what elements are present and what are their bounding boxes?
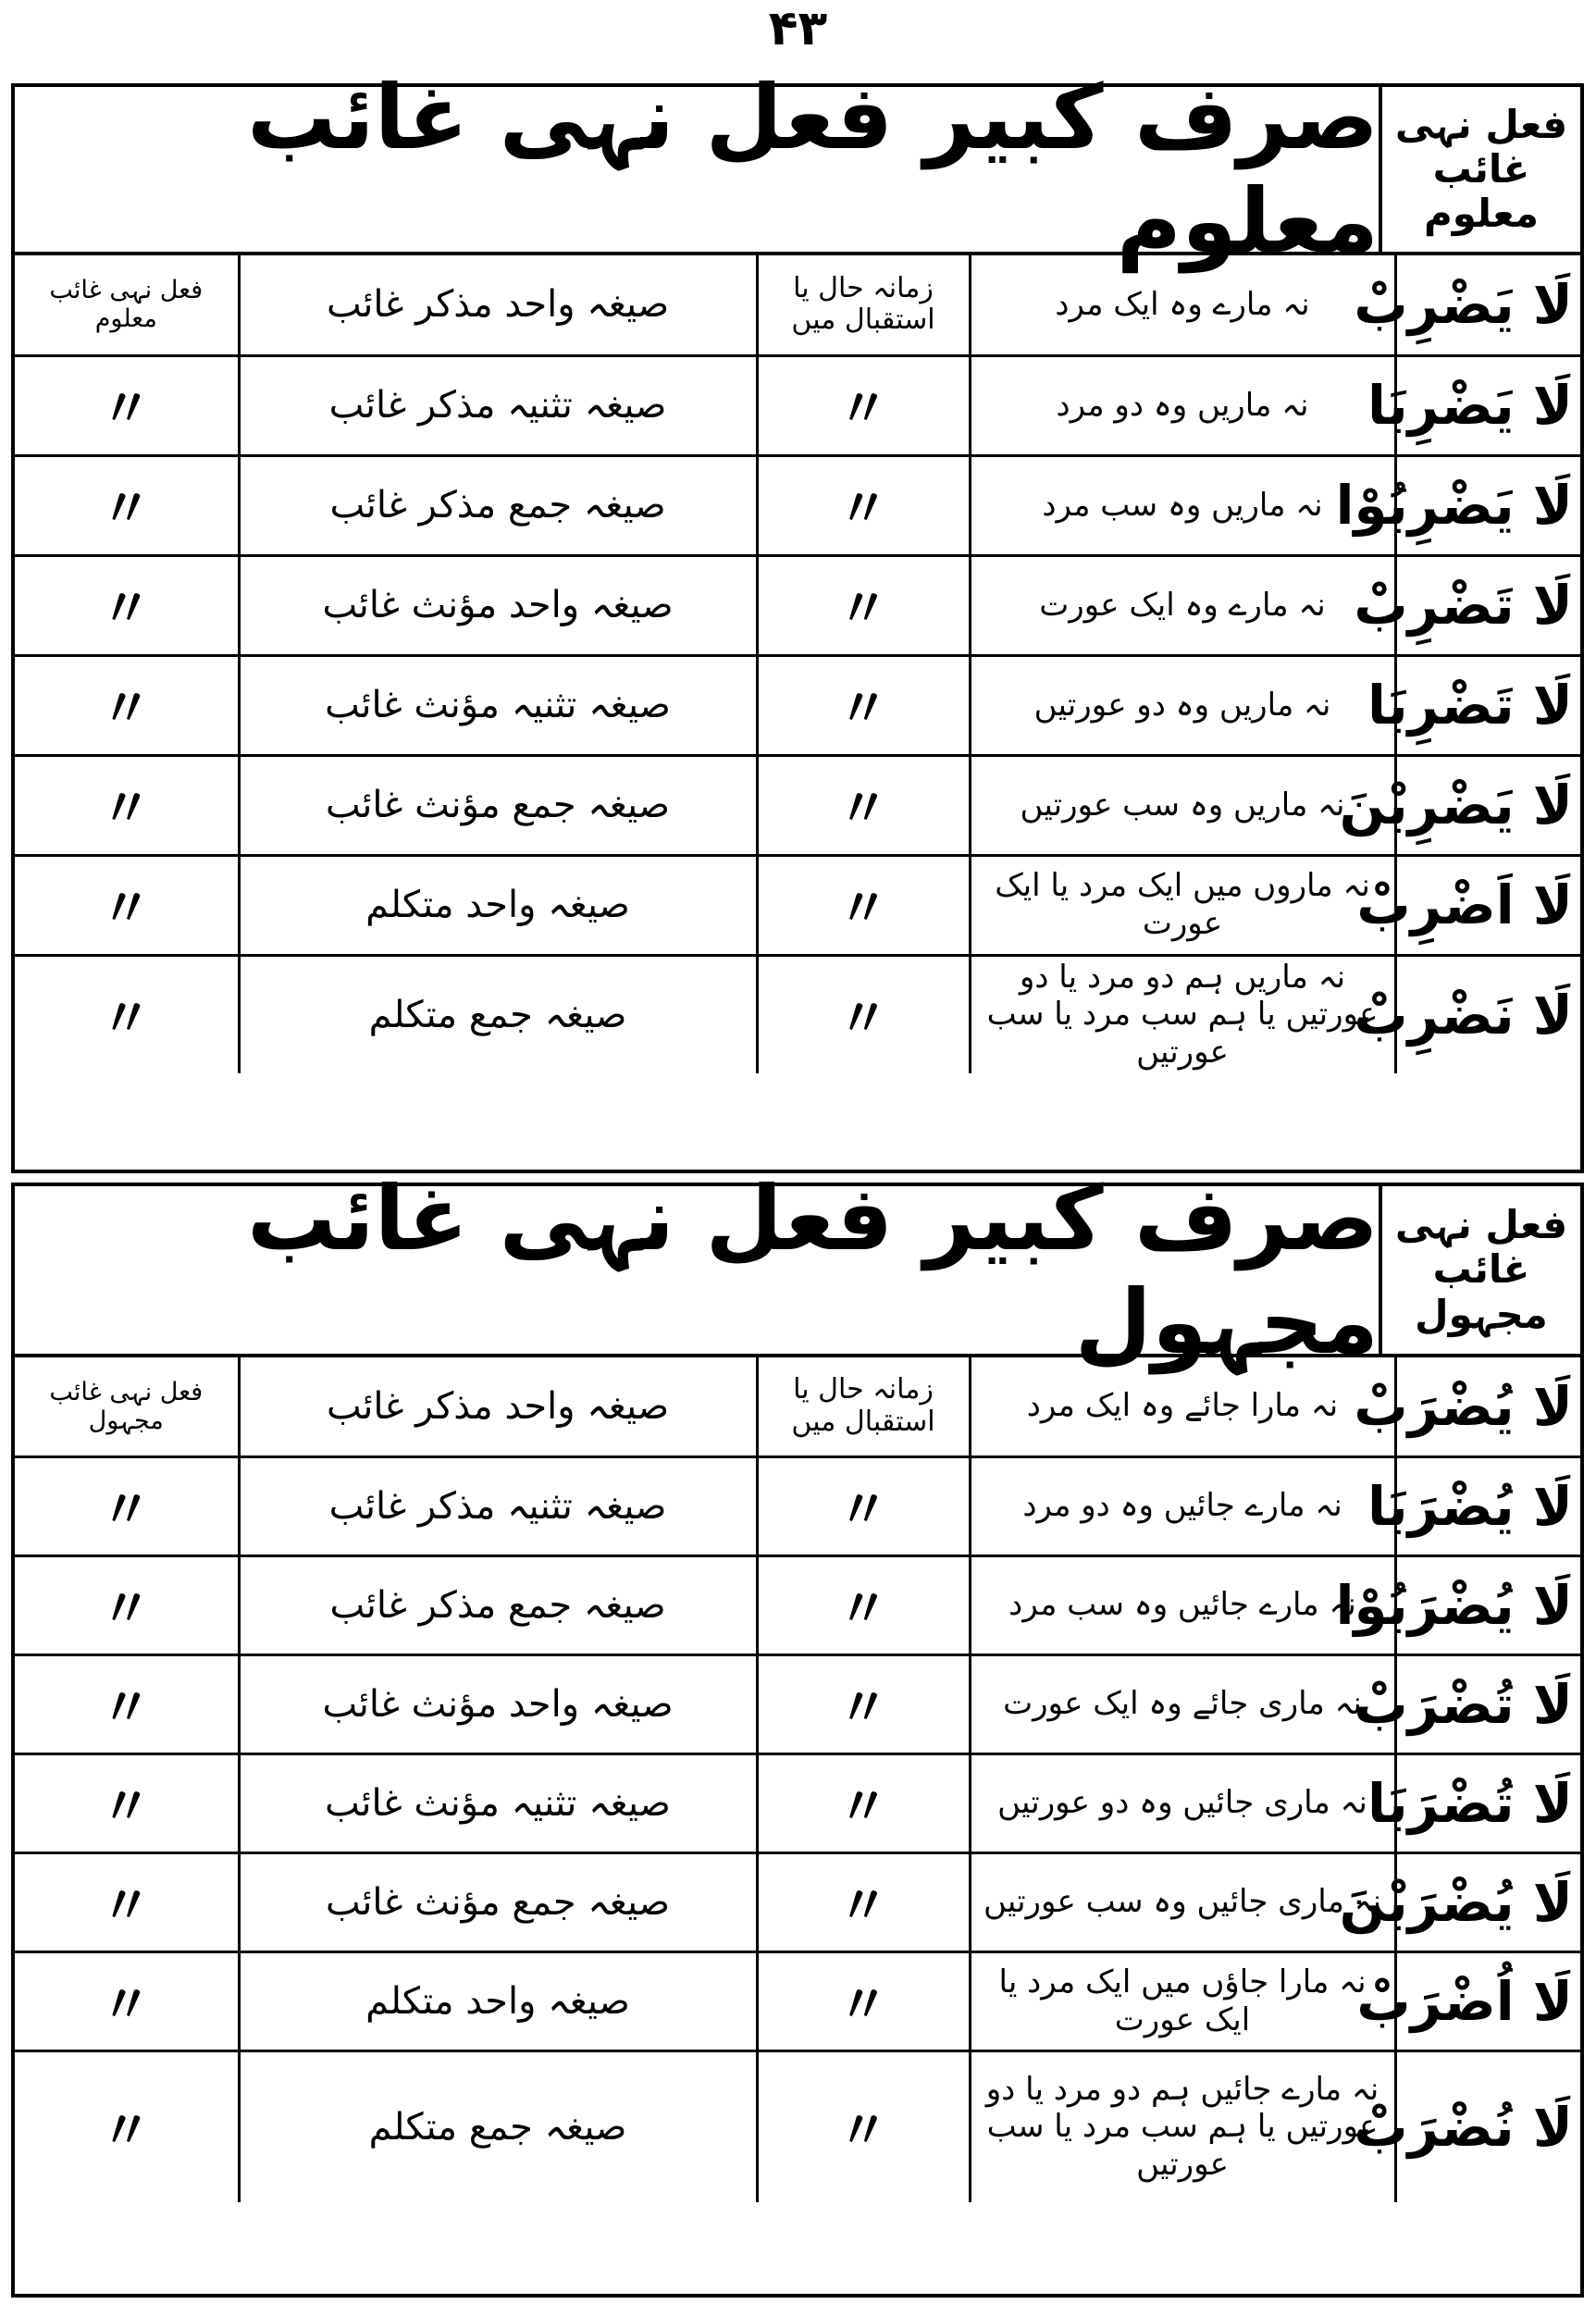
ditto-mark: 〃	[15, 355, 239, 455]
verb-cell: لَا نُضْرَبْ	[1395, 2050, 1580, 2202]
banner-label: فعل نہی غائب معلوم	[1379, 87, 1580, 252]
table-row	[15, 755, 1580, 855]
meaning-cell: نہ مارا جائے وہ ایک مرد	[970, 1357, 1395, 1456]
sigha-cell: صیغہ تثنیہ مؤنث غائب	[239, 655, 757, 755]
ditto-mark: 〃	[15, 555, 239, 655]
verb-cell: لَا یَضْرِبْنَ	[1395, 755, 1580, 855]
meaning-cell: نہ ماریں وہ سب مرد	[970, 455, 1395, 555]
verb-cell: لَا یُضْرَبْ	[1395, 1357, 1580, 1456]
meaning-cell: نہ مارے جائیں وہ دو مرد	[970, 1456, 1395, 1555]
sigha-cell: صیغہ واحد مذکر غائب	[239, 1357, 757, 1456]
type-header-cell: فعل نہی غائب معلوم	[15, 255, 239, 355]
verb-cell: لَا اُضْرَبْ	[1395, 1951, 1580, 2050]
ditto-mark: 〃	[757, 1654, 970, 1753]
tense-header-cell: زمانہ حال یا استقبال میں	[757, 1357, 970, 1456]
table-row	[15, 955, 1580, 1073]
ditto-mark: 〃	[15, 1951, 239, 2050]
table-row	[15, 1357, 1580, 1456]
table-row	[15, 1753, 1580, 1852]
ditto-mark: 〃	[757, 1951, 970, 2050]
meaning-cell: نہ ماری جائیں وہ دو عورتیں	[970, 1753, 1395, 1852]
meaning-cell: نہ ماریں وہ دو مرد	[970, 355, 1395, 455]
ditto-mark: 〃	[15, 855, 239, 955]
ditto-mark: 〃	[757, 355, 970, 455]
sigha-cell: صیغہ جمع متکلم	[239, 955, 757, 1073]
table-row	[15, 1951, 1580, 2050]
table-row	[15, 1555, 1580, 1654]
ditto-mark: 〃	[757, 1555, 970, 1654]
sigha-cell: صیغہ واحد مؤنث غائب	[239, 1654, 757, 1753]
ditto-mark: 〃	[757, 2050, 970, 2202]
meaning-cell: نہ ماریں وہ سب عورتیں	[970, 755, 1395, 855]
meaning-cell: نہ مارے جائیں ہم دو مرد یا دو عورتیں یا ہم سب مرد یا سب عورتیں	[970, 2050, 1395, 2202]
meaning-cell: نہ ماری جائے وہ ایک عورت	[970, 1654, 1395, 1753]
ditto-mark: 〃	[15, 1555, 239, 1654]
meaning-cell: نہ مارے جائیں وہ سب مرد	[970, 1555, 1395, 1654]
conjugation-grid	[15, 255, 1580, 1073]
page-number: ۴۳	[768, 1, 828, 56]
ditto-mark: 〃	[15, 1753, 239, 1852]
sigha-cell: صیغہ تثنیہ مذکر غائب	[239, 1456, 757, 1555]
ditto-mark: 〃	[757, 555, 970, 655]
ditto-mark: 〃	[15, 955, 239, 1073]
ditto-mark: 〃	[757, 1852, 970, 1951]
sigha-cell: صیغہ جمع مؤنث غائب	[239, 1852, 757, 1951]
table-row	[15, 555, 1580, 655]
ditto-mark: 〃	[15, 1654, 239, 1753]
verb-cell: لَا تُضْرَبْ	[1395, 1654, 1580, 1753]
verb-cell: لَا اَضْرِبْ	[1395, 855, 1580, 955]
tense-header-cell: زمانہ حال یا استقبال میں	[757, 255, 970, 355]
meaning-cell: نہ مارے وہ ایک مرد	[970, 255, 1395, 355]
ditto-mark: 〃	[15, 755, 239, 855]
conjugation-grid	[15, 1357, 1580, 2202]
table-nahi-maloom	[11, 66, 1584, 1173]
ditto-mark: 〃	[757, 855, 970, 955]
banner	[15, 1166, 1580, 1374]
banner-title: صرف کبیر فعل نہی غائب معلوم	[246, 66, 1379, 273]
sigha-cell: صیغہ جمع مؤنث غائب	[239, 755, 757, 855]
table-row	[15, 1456, 1580, 1555]
ditto-mark: 〃	[15, 1852, 239, 1951]
ditto-mark: 〃	[15, 655, 239, 755]
ditto-mark: 〃	[757, 1456, 970, 1555]
sigha-cell: صیغہ جمع مذکر غائب	[239, 1555, 757, 1654]
verb-cell: لَا یُضْرَبْنَ	[1395, 1852, 1580, 1951]
ditto-mark: 〃	[15, 2050, 239, 2202]
sigha-cell: صیغہ جمع مذکر غائب	[239, 455, 757, 555]
verb-cell: لَا نَضْرِبْ	[1395, 955, 1580, 1073]
sigha-cell: صیغہ جمع متکلم	[239, 2050, 757, 2202]
banner-label: فعل نہی غائب مجہول	[1379, 1186, 1580, 1354]
ditto-mark: 〃	[757, 455, 970, 555]
table-row	[15, 1852, 1580, 1951]
table-row	[15, 355, 1580, 455]
ditto-mark: 〃	[15, 1456, 239, 1555]
table-row	[15, 1654, 1580, 1753]
meaning-cell: نہ ماریں وہ دو عورتیں	[970, 655, 1395, 755]
verb-cell: لَا یَضْرِبَا	[1395, 355, 1580, 455]
verb-cell: لَا یَضْرِبُوْا	[1395, 455, 1580, 555]
banner-title: صرف کبیر فعل نہی غائب مجہول	[246, 1166, 1379, 1374]
ditto-mark: 〃	[757, 955, 970, 1073]
sigha-cell: صیغہ واحد مؤنث غائب	[239, 555, 757, 655]
verb-cell: لَا تَضْرِبْ	[1395, 555, 1580, 655]
type-header-cell: فعل نہی غائب مجہول	[15, 1357, 239, 1456]
verb-cell: لَا یَضْرِبْ	[1395, 255, 1580, 355]
sigha-cell: صیغہ تثنیہ مذکر غائب	[239, 355, 757, 455]
meaning-cell: نہ ماری جائیں وہ سب عورتیں	[970, 1852, 1395, 1951]
meaning-cell: نہ ماروں میں ایک مرد یا ایک عورت	[970, 855, 1395, 955]
ditto-mark: 〃	[15, 455, 239, 555]
meaning-cell: نہ مارا جاؤں میں ایک مرد یا ایک عورت	[970, 1951, 1395, 2050]
sigha-cell: صیغہ واحد متکلم	[239, 855, 757, 955]
table-row	[15, 655, 1580, 755]
verb-cell: لَا یُضْرَبَا	[1395, 1456, 1580, 1555]
table-row	[15, 855, 1580, 955]
meaning-cell: نہ ماریں ہم دو مرد یا دو عورتیں یا ہم سب مرد یا سب عورتیں	[970, 955, 1395, 1073]
table-nahi-majhool	[11, 1166, 1584, 2298]
sigha-cell: صیغہ واحد متکلم	[239, 1951, 757, 2050]
table-row	[15, 255, 1580, 355]
table-row	[15, 2050, 1580, 2202]
table-row	[15, 455, 1580, 555]
verb-cell: لَا یُضْرَبُوْا	[1395, 1555, 1580, 1654]
verb-cell: لَا تُضْرَبَا	[1395, 1753, 1580, 1852]
banner	[15, 66, 1580, 273]
meaning-cell: نہ مارے وہ ایک عورت	[970, 555, 1395, 655]
sigha-cell: صیغہ تثنیہ مؤنث غائب	[239, 1753, 757, 1852]
ditto-mark: 〃	[757, 755, 970, 855]
sigha-cell: صیغہ واحد مذکر غائب	[239, 255, 757, 355]
ditto-mark: 〃	[757, 1753, 970, 1852]
ditto-mark: 〃	[757, 655, 970, 755]
verb-cell: لَا تَضْرِبَا	[1395, 655, 1580, 755]
